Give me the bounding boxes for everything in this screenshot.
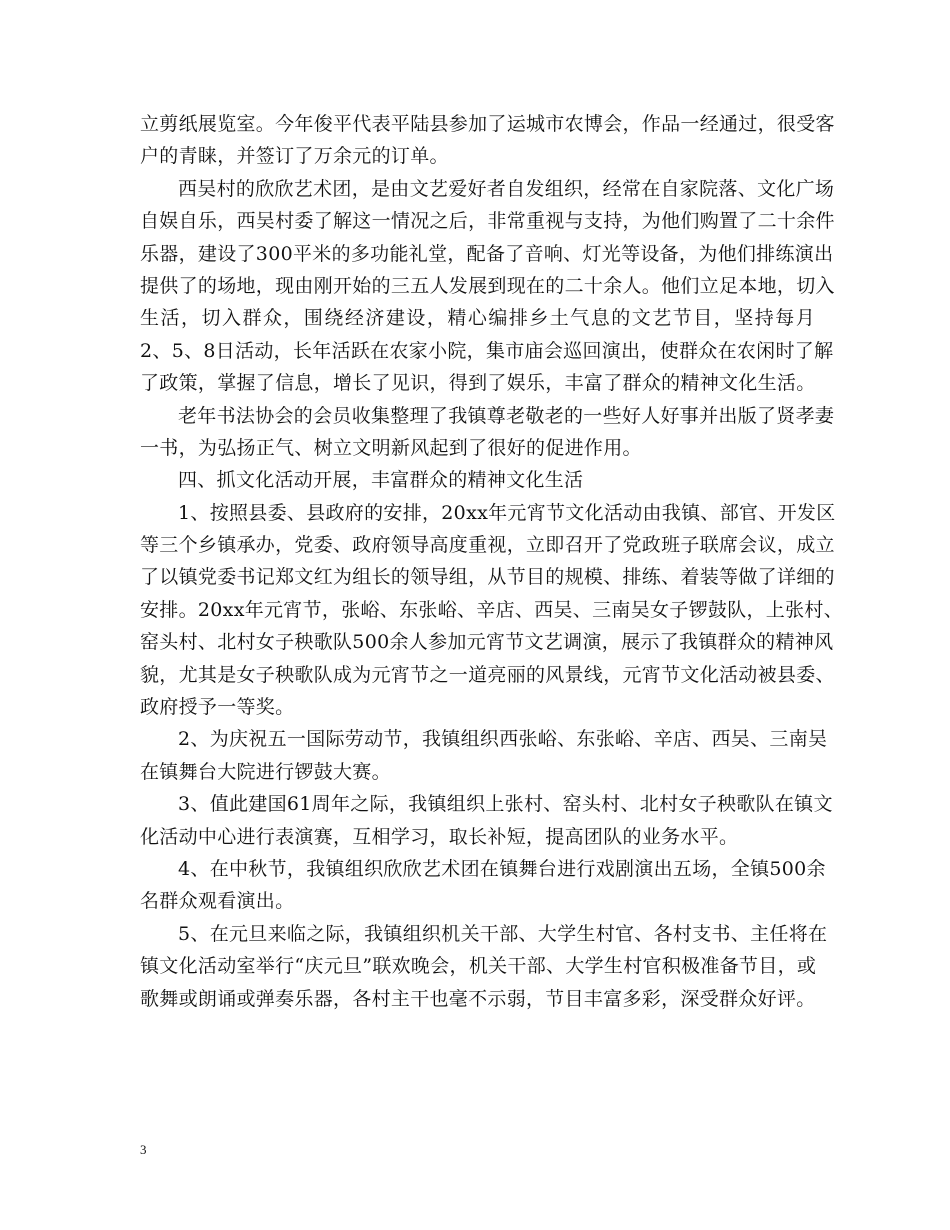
- text-line: 户的青睐，并签订了万余元的订单。: [140, 145, 449, 168]
- text-line: 立剪纸展览室。今年俊平代表平陆县参加了运城市农博会，作品一经通过，很受客: [140, 113, 835, 135]
- text-line: 乐器，建设了300平米的多功能礼堂，配备了音响、灯光等设备，为他们排练演出: [140, 242, 834, 265]
- text-line: 提供了的场地，现由刚开始的三五人发展到现在的二十余人。他们立足本地，切入: [140, 274, 835, 297]
- paragraph-start-line: 西吴村的欣欣艺术团，是由文艺爱好者自发组织，经常在自家院落、文化广场: [178, 177, 835, 200]
- section-heading: 四、抓文化活动开展，丰富群众的精神文化生活: [178, 469, 584, 492]
- text-line: 2、5、8日活动，长年活跃在农家小院，集市庙会巡回演出，使群众在农闲时了解: [140, 339, 834, 362]
- text-line: 窑头村、北村女子秧歌队500余人参加元宵节文艺调演，展示了我镇群众的精神风: [140, 631, 834, 654]
- paragraph-start-line: 老年书法协会的会员收集整理了我镇尊老敬老的一些好人好事并出版了贤孝妻: [178, 404, 835, 427]
- text-line: 生活，切入群众，围绕经济建设，精心编排乡土气息的文艺节目，坚持每月: [140, 307, 815, 330]
- text-line: 化活动中心进行表演赛，互相学习，取长补短，提高团队的业务水平。: [140, 825, 739, 848]
- text-line: 在镇舞台大院进行锣鼓大赛。: [140, 760, 391, 783]
- text-line: 貌，尤其是女子秧歌队成为元宵节之一道亮丽的风景线，元宵节文化活动被县委、: [140, 663, 835, 686]
- paragraph-start-line: 3、值此建国61周年之际，我镇组织上张村、窑头村、北村女子秧歌队在镇文: [178, 793, 833, 816]
- text-line: 安排。20xx年元宵节，张峪、东张峪、辛店、西吴、三南吴女子锣鼓队，上张村、: [140, 598, 844, 621]
- text-line: 了以镇党委书记郑文红为组长的领导组，从节目的规模、排练、着装等做了详细的: [140, 566, 835, 589]
- text-line: 了政策，掌握了信息，增长了见识，得到了娱乐，丰富了群众的精神文化生活。: [140, 372, 816, 395]
- paragraph-start-line: 5、在元旦来临之际，我镇组织机关干部、大学生村官、各村支书、主任将在: [178, 922, 828, 945]
- paragraph-start-line: 4、在中秋节，我镇组织欣欣艺术团在镇舞台进行戏剧演出五场，全镇500余: [178, 857, 826, 880]
- page-number: 3: [140, 1142, 147, 1157]
- text-line: 一书，为弘扬正气、树立文明新风起到了很好的促进作用。: [140, 436, 642, 459]
- paragraph-start-line: 1、按照县委、县政府的安排，20xx年元宵节文化活动由我镇、部官、开发区: [178, 501, 836, 524]
- text-line: 歌舞或朗诵或弹奏乐器，各村主干也毫不示弱，节目丰富多彩，深受群众好评。: [140, 987, 816, 1010]
- text-line: 政府授予一等奖。: [140, 696, 295, 719]
- paragraph-start-line: 2、为庆祝五一国际劳动节，我镇组织西张峪、东张峪、辛店、西吴、三南吴: [178, 728, 828, 751]
- text-line: 名群众观看演出。: [140, 890, 295, 913]
- text-line: 自娱自乐，西吴村委了解这一情况之后，非常重视与支持，为他们购置了二十余件: [140, 210, 835, 233]
- text-line: 镇文化活动室举行“庆元旦”联欢晚会，机关干部、大学生村官积极准备节目，或: [140, 955, 817, 978]
- text-line: 等三个乡镇承办，党委、政府领导高度重视，立即召开了党政班子联席会议，成立: [140, 534, 835, 557]
- document-body: [140, 108, 844, 1015]
